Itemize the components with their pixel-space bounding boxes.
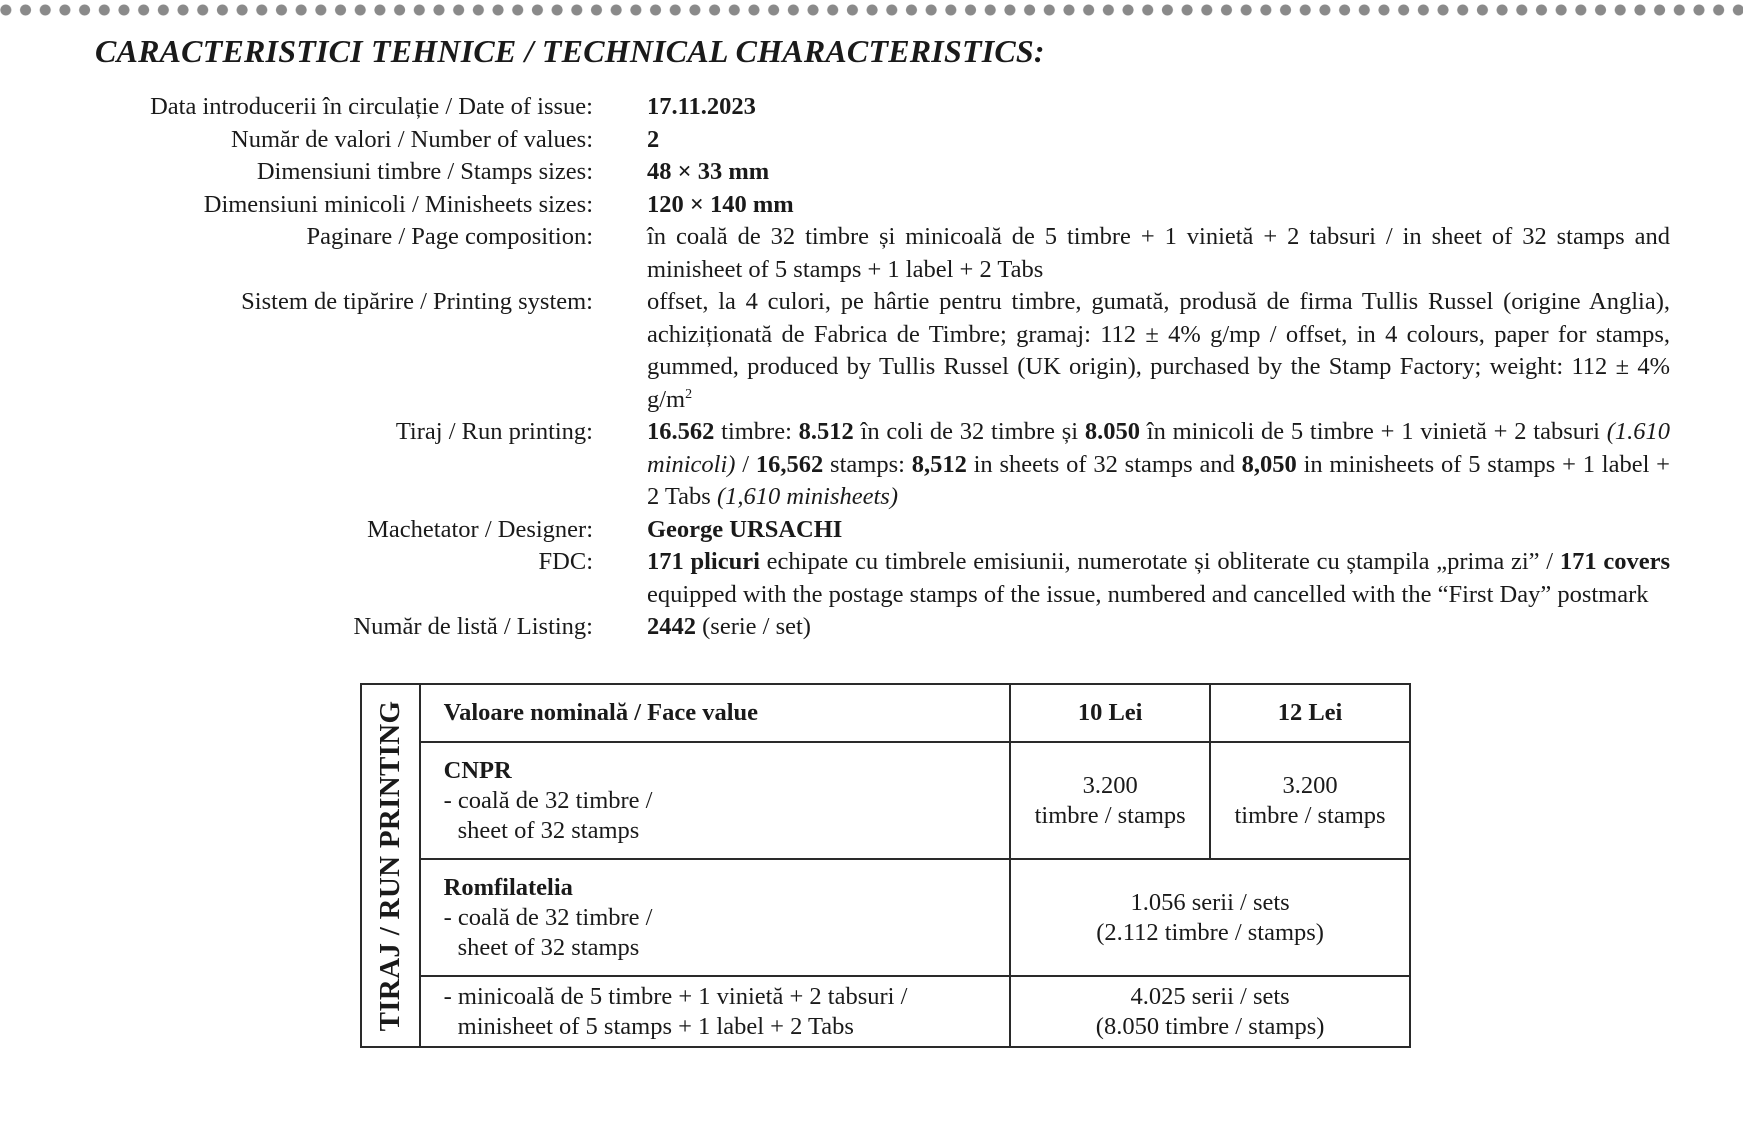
superscript: 2	[685, 386, 693, 402]
spec-value: 2	[647, 125, 660, 153]
spec-row-printing	[0, 286, 1743, 416]
side-label: TIRAJ / RUN PRINTING	[374, 700, 407, 1031]
spec-value: 16.562 timbre: 8.512 în coli de 32 timbre și 8.050 în minicoli de 5 timbre + 1 vinietă + 2 tabsuri (1.610 minicoli) / 16,562 stamps: 8,512 in sheets of 32 stamps and 8,050 in minisheets of 5 stamps + 1 label + 2 Tabs (1,610 minisheets)	[647, 418, 1671, 510]
table-header-row	[361, 684, 1410, 742]
section-heading: CARACTERISTICI TEHNICE / TECHNICAL CHARACTERISTICS:	[95, 33, 1045, 69]
romfilatelia-desc-cell	[420, 859, 1011, 976]
run-printing-table	[360, 683, 1411, 1048]
spec-label: Tiraj / Run printing:	[395, 418, 593, 445]
specs-list	[0, 91, 1743, 644]
spec-value: 48 × 33 mm	[647, 158, 770, 185]
spec-label: Dimensiuni minicoli / Minisheets sizes:	[203, 190, 593, 218]
spec-label: Data introducerii în circulație / Date of issue:	[150, 93, 593, 120]
cnpr-title: CNPR	[443, 756, 512, 784]
cnpr-value-12: 3.200 timbre / stamps	[1210, 742, 1410, 859]
header-value-12: 12 Lei	[1210, 684, 1410, 742]
dotted-border	[0, 2, 1743, 18]
spec-value: în coală de 32 timbre și minicoală de 5 timbre + 1 vinietă + 2 tabsuri / in sheet of 32 stamps and minisheet of 5 stamps + 1 label + 2 Tabs	[647, 223, 1670, 283]
spec-label: Machetator / Designer:	[367, 515, 593, 543]
spec-label: Dimensiuni timbre / Stamps sizes:	[256, 158, 593, 185]
spec-label: Număr de valori / Number of values:	[231, 125, 593, 153]
spec-row-paging	[0, 221, 1743, 286]
spec-value: 120 × 140 mm	[647, 190, 794, 218]
spec-label: Sistem de tipărire / Printing system:	[241, 288, 593, 315]
spec-row-fdc	[0, 546, 1743, 611]
cnpr-desc-cell	[420, 742, 1011, 859]
side-label-cell	[361, 684, 420, 1047]
spec-label: Număr de listă / Listing:	[353, 613, 593, 640]
spec-row-stamp-size	[0, 156, 1743, 189]
minisheet-line2: minisheet of 5 stamps + 1 label + 2 Tabs	[457, 1012, 854, 1040]
spec-value: George URSACHI	[647, 515, 843, 543]
header-face-value: Valoare nominală / Face value	[420, 684, 1011, 742]
romfilatelia-value: 1.056 serii / sets (2.112 timbre / stamps)	[1010, 859, 1410, 976]
spec-row-date	[0, 91, 1743, 124]
romfilatelia-line2: sheet of 32 stamps	[457, 933, 640, 961]
minisheet-line1: - minicoală de 5 timbre + 1 vinietă + 2 tabsuri /	[443, 982, 908, 1010]
romfilatelia-title: Romfilatelia	[443, 873, 573, 901]
table-row-cnpr	[361, 742, 1410, 859]
minisheet-value: 4.025 serii / sets (8.050 timbre / stamps)	[1010, 976, 1410, 1047]
spec-row-sheet-size	[0, 189, 1743, 222]
cnpr-line2: sheet of 32 stamps	[457, 816, 640, 844]
minisheet-desc-cell	[420, 976, 1011, 1047]
cnpr-value-10: 3.200 timbre / stamps	[1010, 742, 1210, 859]
spec-value: 2442 (serie / set)	[647, 613, 811, 640]
spec-label: FDC:	[538, 548, 593, 575]
table-row-romfilatelia	[361, 859, 1410, 976]
spec-value: 17.11.2023	[647, 93, 756, 120]
spec-value: offset, la 4 culori, pe hârtie pentru timbre, gumată, produsă de firma Tullis Russel (origine Anglia), achiziționată de Fabrica de Timbre; gramaj: 112 ± 4% g/mp / offset, in 4 colours, paper for stamps, gummed, produced by Tullis Russel (UK origin), purchased by the Stamp Factory; weight: 112 ± 4% $g/m^2$	[647, 288, 1670, 413]
spec-row-run	[0, 416, 1743, 514]
spec-row-designer	[0, 514, 1743, 547]
spec-value: 171 plicuri echipate cu timbrele emisiunii, numerotate și obliterate cu ștampila „prima zi” / 171 covers equipped with the postage stamps of the issue, numbered and cancelled with the “First Day” postmark	[647, 548, 1670, 608]
cnpr-line1: - coală de 32 timbre /	[443, 786, 653, 814]
header-value-10: 10 Lei	[1010, 684, 1210, 742]
spec-label: Paginare / Page composition:	[306, 223, 593, 250]
romfilatelia-line1: - coală de 32 timbre /	[443, 903, 653, 931]
spec-row-values	[0, 124, 1743, 157]
table-row-minisheet	[361, 976, 1410, 1047]
spec-row-listing	[0, 611, 1743, 644]
